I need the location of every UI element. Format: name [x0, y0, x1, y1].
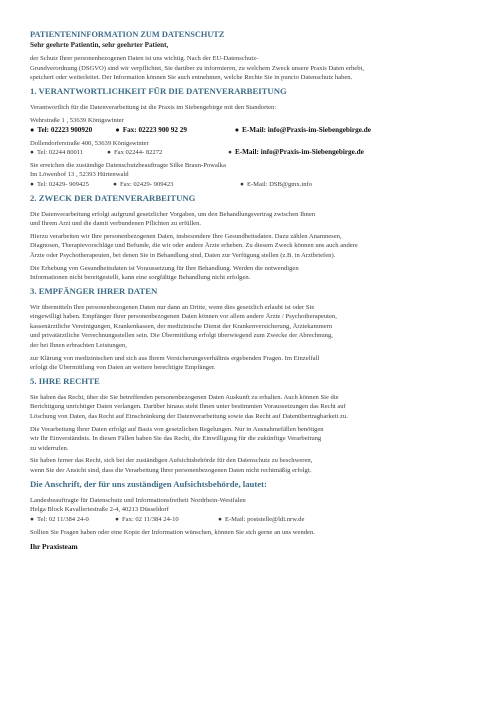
- section-5-line: wir Ihr Einverständnis. In diesen Fällen haben Sie das Recht, die Einwilligung für die zukünftige Verarbeitung: [30, 435, 322, 443]
- bullet-icon: ●: [112, 180, 117, 188]
- section-2-line: Diagnosen, Therapievorschläge und Befunde, die wir oder andere Ärzte erheben. Zu diesem Zweck können uns auch andere: [30, 242, 358, 250]
- intro-paragraph: [30, 54, 476, 83]
- location-1-tel: Tel: 02223 900920: [37, 125, 93, 134]
- section-5-line: zu widerrufen.: [30, 444, 69, 452]
- bullet-icon: ●: [30, 125, 35, 134]
- section-1-lead: Verantwortlich für die Datenverarbeitung ist die Praxis im Siebengebirge mit den Standorten:: [30, 103, 277, 111]
- authority-line: Landesbeauftragte für Datenschutz und Informationsfreiheit Nordrhein-Westfalen: [30, 496, 246, 504]
- section-5-heading: 5. IHRE RECHTE: [30, 375, 100, 386]
- intro-line: der Schutz Ihrer personenbezogenen Daten ist uns wichtig. Nach der EU-Datenschutz-: [30, 55, 259, 62]
- intro-line: Grundverordnung (DSGVO) sind wir verpflichtet, Sie darüber zu informieren, zu welchem Zweck unsere Praxis Daten erhebt,: [30, 64, 364, 72]
- signature: Ihr Praxisteam: [30, 541, 78, 551]
- section-5-line: Löschung von Daten, das Recht auf Einschränkung der Datenverarbeitung sowie das Recht auf Datenübertragbarkeit zu.: [30, 413, 348, 421]
- section-2-line: Die Datenverarbeitung erfolgt aufgrund gesetzlicher Vorgaben, um den Behandlungsvertrag zwischen Ihnen: [30, 210, 316, 218]
- bullet-icon: ●: [30, 149, 34, 157]
- dpo-contact: [30, 180, 476, 190]
- section-5-line: Sie haben das Recht, über die Sie betreffenden personenbezogenen Daten Auskunft zu erhalten. Auch können Sie die: [30, 393, 339, 401]
- bullet-icon: ●: [106, 149, 111, 157]
- authority-email[interactable]: E-Mail: poststelle@ldi.nrw.de: [224, 515, 305, 523]
- dpo-email[interactable]: E-Mail: DSB@gmx.info: [246, 180, 313, 188]
- section-3-line: zur Klärung von medizinischen und sich aus Ihrem Versicherungsverhältnis ergebenden Fragen. Im Einzelfall: [30, 354, 320, 362]
- section-2-heading: 2. ZWECK DER DATENVERARBEITUNG: [30, 192, 196, 203]
- data-protection-officer: [30, 161, 476, 190]
- section-1-heading: 1. VERANTWORTLICHKEIT FÜR DIE DATENVERARBEITUNG: [30, 85, 287, 96]
- section-3-line: der bei Ihnen erbrachten Leistungen,: [30, 342, 127, 350]
- bullet-icon: ●: [234, 125, 240, 134]
- bullet-icon: ●: [114, 515, 119, 523]
- location-1: [30, 116, 476, 135]
- dpo-fax: Fax: 02429- 909423: [119, 180, 174, 188]
- bullet-icon: ●: [30, 515, 34, 523]
- section-2-line: Hierzu verarbeiten wir Ihre personenbezogenen Daten, insbesondere Ihre Gesundheitsdaten. Dazu zählen Anamnesen,: [30, 232, 342, 240]
- section-3-line: eingewilligt haben. Empfänger Ihrer personenbezogenen Daten können vor allem andere Ärzte / Psychotherapeuten,: [30, 313, 337, 321]
- bullet-icon: ●: [30, 180, 34, 188]
- location-2-email[interactable]: E-Mail: info@Praxis-im-Siebengebirge.de: [234, 148, 364, 157]
- location-2-tel: Tel: 02244 80011: [36, 149, 84, 157]
- authority-contact: [30, 515, 476, 525]
- location-1-address: Wehrstraße 1 , 53639 Königswinter: [30, 117, 124, 125]
- bullet-icon: ●: [227, 149, 232, 157]
- section-5-line: Sie haben ferner das Recht, sich bei der zuständigen Aufsichtsbehörde für den Datenschutz zu beschweren,: [30, 457, 313, 465]
- dpo-tel: Tel: 02429- 909425: [36, 180, 89, 188]
- location-1-contact: [30, 126, 476, 136]
- section-5-line: wenn Sie der Ansicht sind, dass die Verarbeitung Ihrer personenbezogenen Daten nicht rechtmäßig erfolgt.: [30, 467, 312, 474]
- section-3-heading: 3. EMPFÄNGER IHRER DATEN: [30, 285, 158, 296]
- greeting: Sehr geehrte Patientin, sehr geehrter Patient,: [30, 41, 169, 49]
- section-2-line: und Ihrem Arzt und die damit verbundenen Pflichten zu erfüllen.: [30, 220, 202, 228]
- location-2-address: Dollendorferstraße 400, 53639 Königswinter: [30, 139, 149, 147]
- section-3-line: kassenärztliche Vereinigungen, Krankenkassen, der medizinische Dienst der Krankenversicherung, Ärztekammern: [30, 322, 333, 330]
- location-2-fax: Fax 02244- 82272: [113, 149, 163, 157]
- authority-fax: Fax: 02 11/384 24-10: [121, 515, 179, 523]
- section-5-line: Berichtigung unrichtiger Daten verlangen. Darüber hinaus steht Ihnen unter bestimmten Voraussetzungen das Recht auf: [30, 403, 346, 411]
- section-5-line: Die Verarbeitung Ihrer Daten erfolgt auf Basis von gesetzlichen Regelungen. Nur in Ausnahmefällen benötigen: [30, 425, 324, 433]
- document-title: PATIENTENINFORMATION ZUM DATENSCHUTZ: [30, 30, 225, 39]
- location-1-fax: Fax: 02223 900 92 29: [122, 125, 187, 134]
- bullet-icon: ●: [239, 180, 244, 188]
- bullet-icon: ●: [115, 125, 120, 134]
- authority-address: Helga Block Kavalleriestraße 2-4, 40213 Düsseldorf: [30, 506, 169, 514]
- section-3-line: erfolgt die Übermittlung von Daten an weitere berechtigte Empfänger.: [30, 364, 216, 372]
- authority-heading: Die Anschrift, der für uns zuständigen Aufsichtsbehörde, lautet:: [30, 478, 267, 489]
- dpo-address: Im Löwenhof 13 , 52393 Hürtenwald: [30, 171, 129, 179]
- closing-line: Sollten Sie Fragen haben oder eine Kopie der Information wünschen, können Sie sich gerne an uns wenden.: [30, 529, 315, 537]
- dpo-line: Sie erreichen die zuständige Datenschutzbeauftragte Silke Braun-Powalka: [30, 161, 226, 169]
- authority-tel: Tel: 02 11/384 24-0: [36, 515, 89, 523]
- section-2-line: Informationen nicht bereitgestellt, kann eine sorgfältige Behandlung nicht erfolgen.: [30, 274, 251, 282]
- location-2-contact: [30, 148, 476, 158]
- section-2-line: Ärzte oder Psychotherapeuten, bei denen Sie in Behandlung sind, Daten zur Verfügung stellen (z.B. in Arztbriefen).: [30, 251, 336, 259]
- intro-line: speichert oder weiterleitet. Der Information können Sie auch entnehmen, welche Rechte Sie in puncto Datenschutz haben.: [30, 74, 353, 82]
- bullet-icon: ●: [217, 515, 222, 523]
- section-3-line: Wir übermitteln Ihre personenbezogenen Daten nur dann an Dritte, wenn dies gesetzlich erlaubt ist oder Sie: [30, 303, 315, 311]
- location-1-email[interactable]: E-Mail: info@Praxis-im-Siebengebirge.de: [242, 125, 371, 134]
- location-2: [30, 139, 476, 158]
- section-3-line: und privatärztliche Verrechnungsstellen sein. Die Übermittlung erfolgt überwiegend zum Zwecke der Abrechnung,: [30, 332, 333, 340]
- section-2-line: Die Erhebung von Gesundheitsdaten ist Voraussetzung für Ihre Behandlung. Werden die notwendigen: [30, 264, 299, 272]
